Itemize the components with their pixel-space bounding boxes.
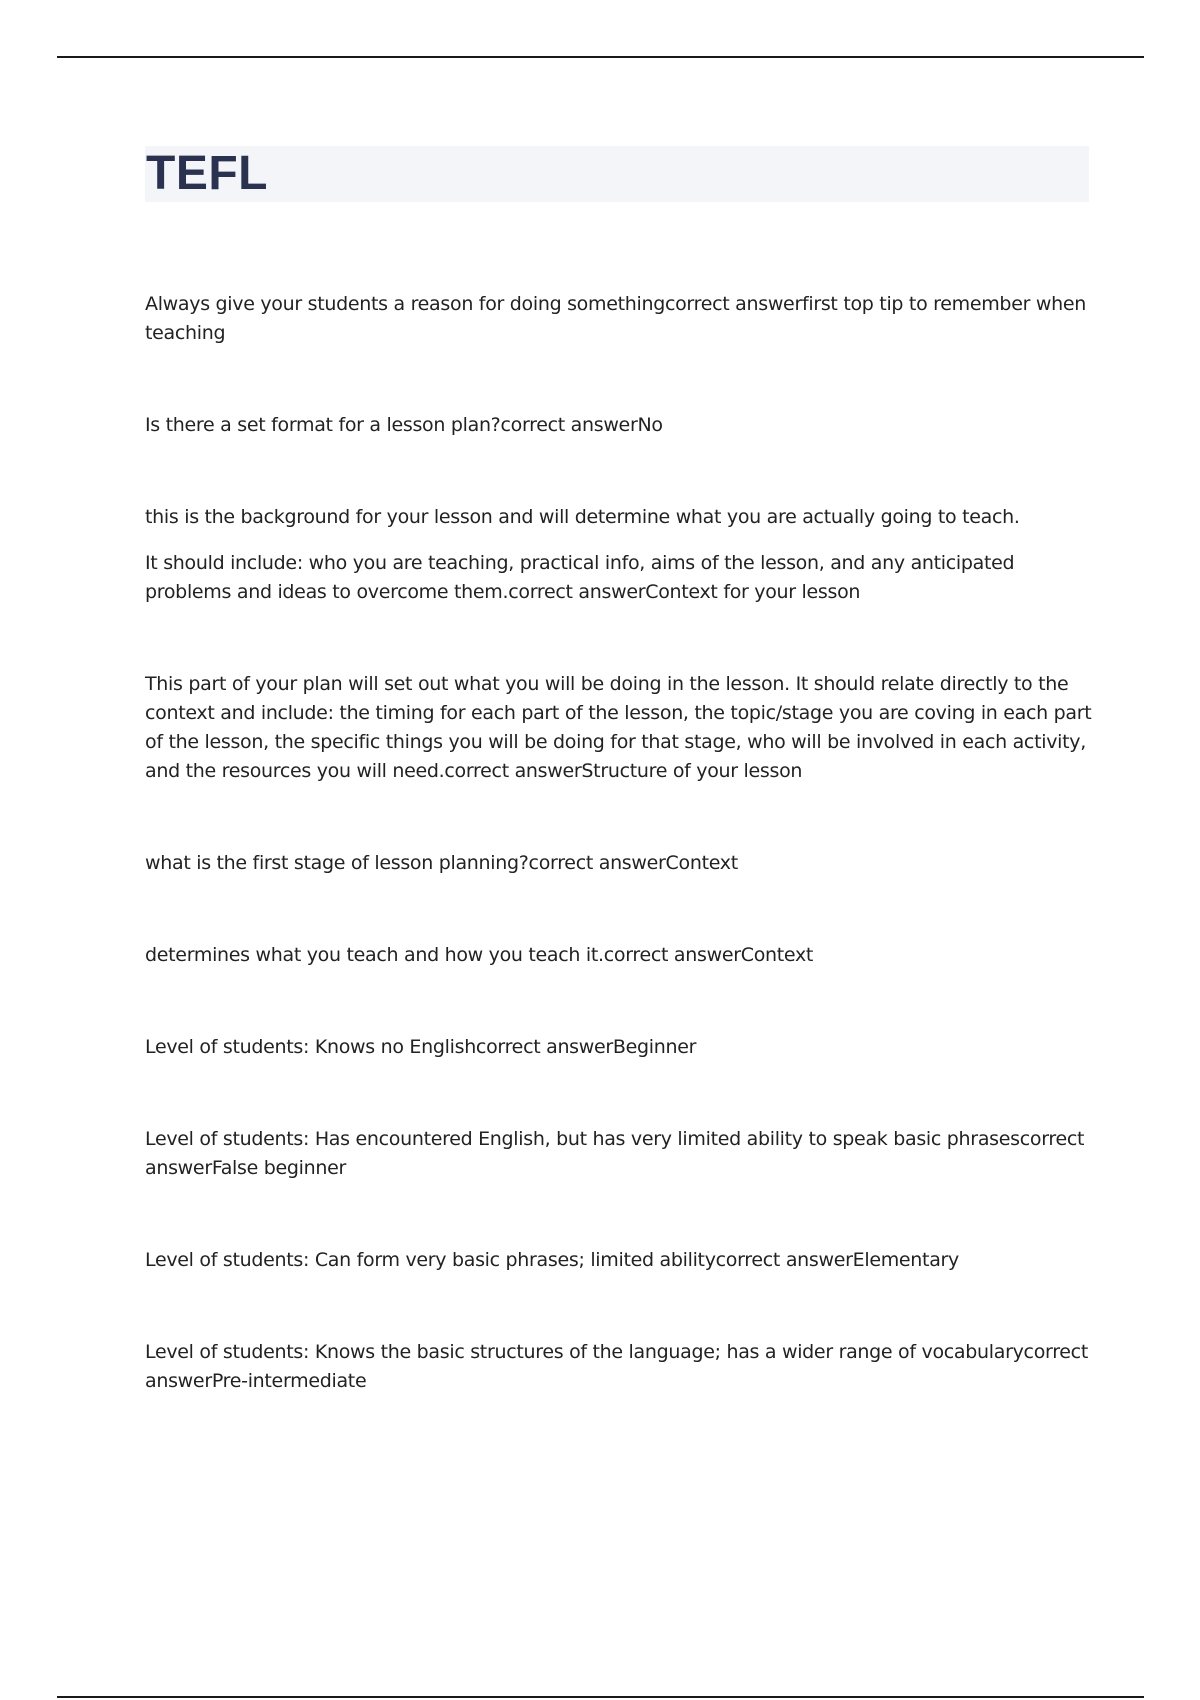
footer-rule xyxy=(57,1696,1144,1698)
qa-text: determines what you teach and how you teach it.correct answerContext xyxy=(145,944,814,966)
qa-entry xyxy=(145,670,1095,786)
document-title: TEFL xyxy=(146,147,268,200)
qa-entry xyxy=(145,290,1095,348)
document-body xyxy=(145,290,1095,1459)
qa-entry xyxy=(145,1338,1095,1396)
qa-text: This part of your plan will set out what you will be doing in the lesson. It should relate directly to the context and include: the timing for each part of the lesson, the topic/stage you are coving in each part of the lesson, the specific things you will be doing for that stage, who will be involved in each activity, and the resources you will need.correct answerStructure of your lesson xyxy=(145,673,1092,782)
qa-entry xyxy=(145,941,1095,970)
qa-entry xyxy=(145,1246,1095,1275)
qa-text: this is the background for your lesson and will determine what you are actually going to teach. xyxy=(145,506,1020,528)
qa-text: Level of students: Knows no Englishcorrect answerBeginner xyxy=(145,1036,697,1058)
qa-entry xyxy=(145,411,1095,440)
qa-text: Level of students: Knows the basic structures of the language; has a wider range of vocabularycorrect answerPre-intermediate xyxy=(145,1341,1088,1392)
qa-text: Level of students: Has encountered English, but has very limited ability to speak basic phrasescorrect answerFalse beginner xyxy=(145,1128,1085,1179)
qa-text: what is the first stage of lesson planning?correct answerContext xyxy=(145,852,738,874)
qa-entry xyxy=(145,1033,1095,1062)
qa-text: Is there a set format for a lesson plan?correct answerNo xyxy=(145,414,663,436)
qa-text: It should include: who you are teaching, practical info, aims of the lesson, and any anticipated problems and ideas to overcome them.correct answerContext for your lesson xyxy=(145,552,1015,603)
qa-text: Always give your students a reason for doing somethingcorrect answerfirst top tip to remember when teaching xyxy=(145,293,1086,344)
title-band xyxy=(145,146,1089,202)
qa-text: Level of students: Can form very basic phrases; limited abilitycorrect answerElementary xyxy=(145,1249,960,1271)
header-rule xyxy=(57,56,1144,58)
qa-entry xyxy=(145,849,1095,878)
qa-entry xyxy=(145,503,1095,607)
qa-entry xyxy=(145,1125,1095,1183)
